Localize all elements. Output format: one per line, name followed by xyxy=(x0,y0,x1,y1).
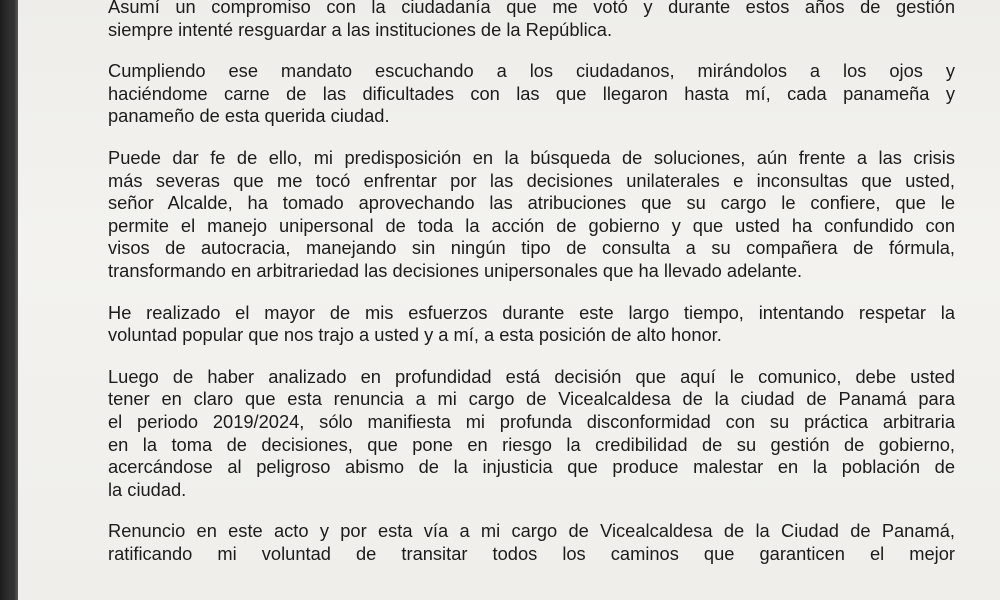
paragraph xyxy=(108,147,955,283)
text-line: Renuncio en este acto y por esta vía a mi cargo de Vicealcaldesa de la Ciudad de Panamá, xyxy=(108,520,955,542)
text-line: transformando en arbitrariedad las decisiones unipersonales que ha llevado adelante. xyxy=(108,259,803,281)
text-line: Luego de haber analizado en profundidad está decisión que aquí le comunico, debe usted xyxy=(108,365,955,387)
text-line: He realizado el mayor de mis esfuerzos durante este largo tiempo, intentando respetar la xyxy=(108,301,955,323)
paragraph xyxy=(108,0,955,41)
text-line: voluntad popular que nos trajo a usted y a mí, a esta posición de alto honor. xyxy=(108,324,722,346)
text-line: permite el manejo unipersonal de toda la acción de gobierno y que usted ha confundido con xyxy=(108,214,955,236)
paragraph xyxy=(108,366,955,502)
text-line: siempre intenté resguardar a las instituciones de la República. xyxy=(108,18,613,40)
text-line: panameño de esta querida ciudad. xyxy=(108,105,390,127)
text-line: tener en claro que esta renuncia a mi cargo de Vicealcaldesa de la ciudad de Panamá para xyxy=(108,388,955,410)
paragraph xyxy=(108,520,955,565)
letter-page xyxy=(18,0,1000,600)
text-line: visos de autocracia, manejando sin ningún tipo de consulta a su compañera de fórmula, xyxy=(108,237,955,259)
paragraph xyxy=(108,60,955,128)
text-line: el periodo 2019/2024, sólo manifiesta mi profunda disconformidad con su práctica arbitraria xyxy=(108,410,955,432)
text-line: más severas que me tocó enfrentar por las decisiones unilaterales e inconsultas que usted, xyxy=(108,169,955,191)
paragraph xyxy=(108,302,955,347)
text-line: la ciudad. xyxy=(108,478,187,500)
text-line: Puede dar fe de ello, mi predisposición en la búsqueda de soluciones, aún frente a las crisis xyxy=(108,146,955,168)
text-line: ratificando mi voluntad de transitar todos los caminos que garanticen el mejor xyxy=(108,542,955,564)
letter-body xyxy=(108,0,955,584)
text-line: Asumí un compromiso con la ciudadanía que me votó y durante estos años de gestión xyxy=(108,0,955,17)
text-line: en la toma de decisiones, que pone en riesgo la credibilidad de su gestión de gobierno, xyxy=(108,433,955,455)
text-line: acercándose al peligroso abismo de la injusticia que produce malestar en la población de xyxy=(108,456,955,478)
text-line: señor Alcalde, ha tomado aprovechando las atribuciones que su cargo le confiere, que le xyxy=(108,192,955,214)
text-line: haciéndome carne de las dificultades con las que llegaron hasta mí, cada panameña y xyxy=(108,82,955,104)
text-line: Cumpliendo ese mandato escuchando a los ciudadanos, mirándolos a los ojos y xyxy=(108,60,955,82)
